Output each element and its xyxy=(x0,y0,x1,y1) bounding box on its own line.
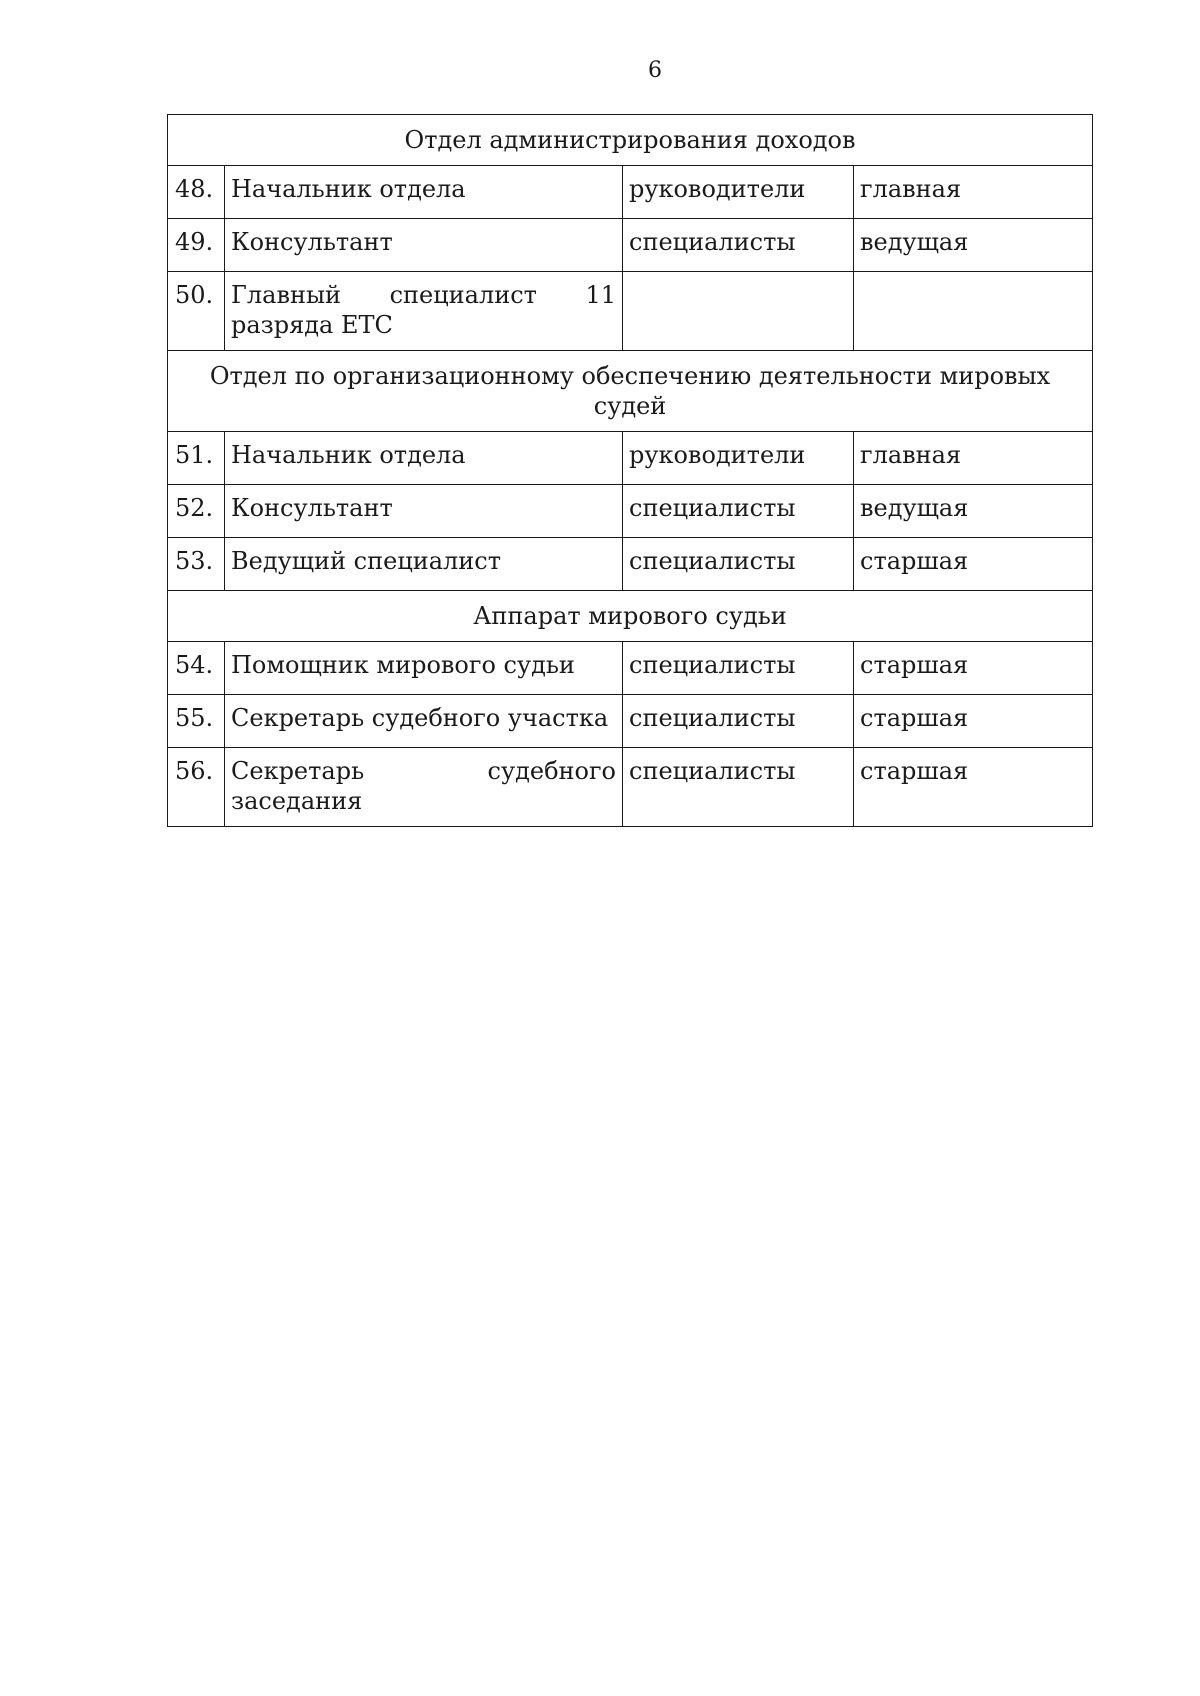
section-heading: Аппарат мирового судьи xyxy=(168,591,1093,642)
row-number: 56. xyxy=(168,748,225,827)
position-group: главная xyxy=(854,166,1093,219)
position-category: специалисты xyxy=(623,642,854,695)
table-row xyxy=(168,642,1093,695)
table-row xyxy=(168,219,1093,272)
page-number: 6 xyxy=(648,58,662,83)
position-category xyxy=(623,272,854,351)
table-row xyxy=(168,695,1093,748)
position-title: Консультант xyxy=(225,219,623,272)
position-title: Главный специалист 11 разряда ЕТС xyxy=(225,272,623,351)
position-category: специалисты xyxy=(623,695,854,748)
section-heading-row xyxy=(168,591,1093,642)
row-number: 53. xyxy=(168,538,225,591)
position-group xyxy=(854,272,1093,351)
position-title: Помощник мирового судьи xyxy=(225,642,623,695)
table-row xyxy=(168,432,1093,485)
section-heading: Отдел по организационному обеспечению деятельности мировых судей xyxy=(168,351,1093,432)
position-category: специалисты xyxy=(623,538,854,591)
row-number: 55. xyxy=(168,695,225,748)
position-category: руководители xyxy=(623,166,854,219)
table-row xyxy=(168,748,1093,827)
position-category: специалисты xyxy=(623,485,854,538)
row-number: 49. xyxy=(168,219,225,272)
position-title: Консультант xyxy=(225,485,623,538)
position-group: старшая xyxy=(854,748,1093,827)
table-row xyxy=(168,538,1093,591)
position-group: старшая xyxy=(854,695,1093,748)
row-number: 50. xyxy=(168,272,225,351)
table-row xyxy=(168,485,1093,538)
row-number: 51. xyxy=(168,432,225,485)
position-category: специалисты xyxy=(623,748,854,827)
position-title: Секретарь судебного участка xyxy=(225,695,623,748)
position-category: специалисты xyxy=(623,219,854,272)
section-heading: Отдел администрирования доходов xyxy=(168,115,1093,166)
row-number: 52. xyxy=(168,485,225,538)
position-group: старшая xyxy=(854,642,1093,695)
section-heading-row xyxy=(168,351,1093,432)
position-category: руководители xyxy=(623,432,854,485)
table-row xyxy=(168,166,1093,219)
row-number: 54. xyxy=(168,642,225,695)
position-group: старшая xyxy=(854,538,1093,591)
row-number: 48. xyxy=(168,166,225,219)
position-group: ведущая xyxy=(854,485,1093,538)
position-title: Начальник отдела xyxy=(225,432,623,485)
table-row xyxy=(168,272,1093,351)
position-group: ведущая xyxy=(854,219,1093,272)
position-title: Ведущий специалист xyxy=(225,538,623,591)
staff-positions-table xyxy=(167,114,1093,827)
position-group: главная xyxy=(854,432,1093,485)
section-heading-row xyxy=(168,115,1093,166)
position-title: Начальник отдела xyxy=(225,166,623,219)
position-title: Секретарь судебного заседания xyxy=(225,748,623,827)
